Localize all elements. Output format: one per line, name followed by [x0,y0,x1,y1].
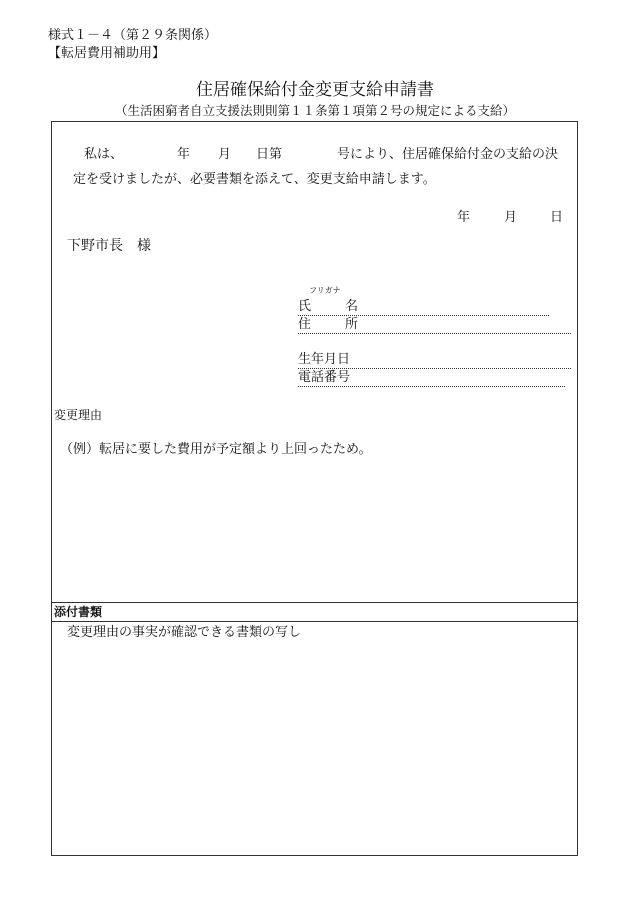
document-title: 住居確保給付金変更支給申請書 [196,80,434,100]
date-year: 年 [457,210,471,225]
attachments-divider [51,621,578,622]
furigana-label: フリガナ [309,286,341,295]
statement-line2: 定を受けましたが、必要書類を添えて、変更支給申請します。 [73,172,436,187]
form-frame [51,121,578,856]
reason-label: 変更理由 [54,408,103,422]
statement-prefix: 私は、 [84,147,124,162]
statement-line1-rest: 号により、住居確保給付金の支給の決 [337,147,559,162]
attachments-item: 変更理由の事実が確認できる書類の写し [67,625,302,640]
reason-example: （例）転居に要した費用が予定額より上回ったため。 [60,442,372,457]
name-label-1: 氏 [298,299,312,314]
date-day: 日 [550,210,564,225]
birthdate-field[interactable] [298,368,571,369]
statement-day-number: 日第 [256,147,283,162]
attachments-top-divider [51,602,578,603]
date-month: 月 [504,210,518,225]
form-number: 様式１－４（第２９条関係） [48,28,218,43]
phone-label: 電話番号 [298,370,351,385]
address-label-2: 所 [345,317,359,332]
name-label-2: 名 [345,299,359,314]
address-label-1: 住 [298,317,312,332]
attachments-label: 添付書類 [54,605,103,619]
statement-month: 月 [218,147,232,162]
statement-year: 年 [177,147,191,162]
phone-field[interactable] [298,386,565,387]
addressee: 下野市長 様 [67,238,151,254]
name-field[interactable] [298,315,549,316]
document-subtitle: （生活困窮者自立支援法則則第１１条第１項第２号の規定による支給） [114,103,515,118]
birthdate-label: 生年月日 [298,352,351,367]
address-field[interactable] [298,333,571,334]
form-subtitle: 【転居費用補助用】 [48,46,166,61]
